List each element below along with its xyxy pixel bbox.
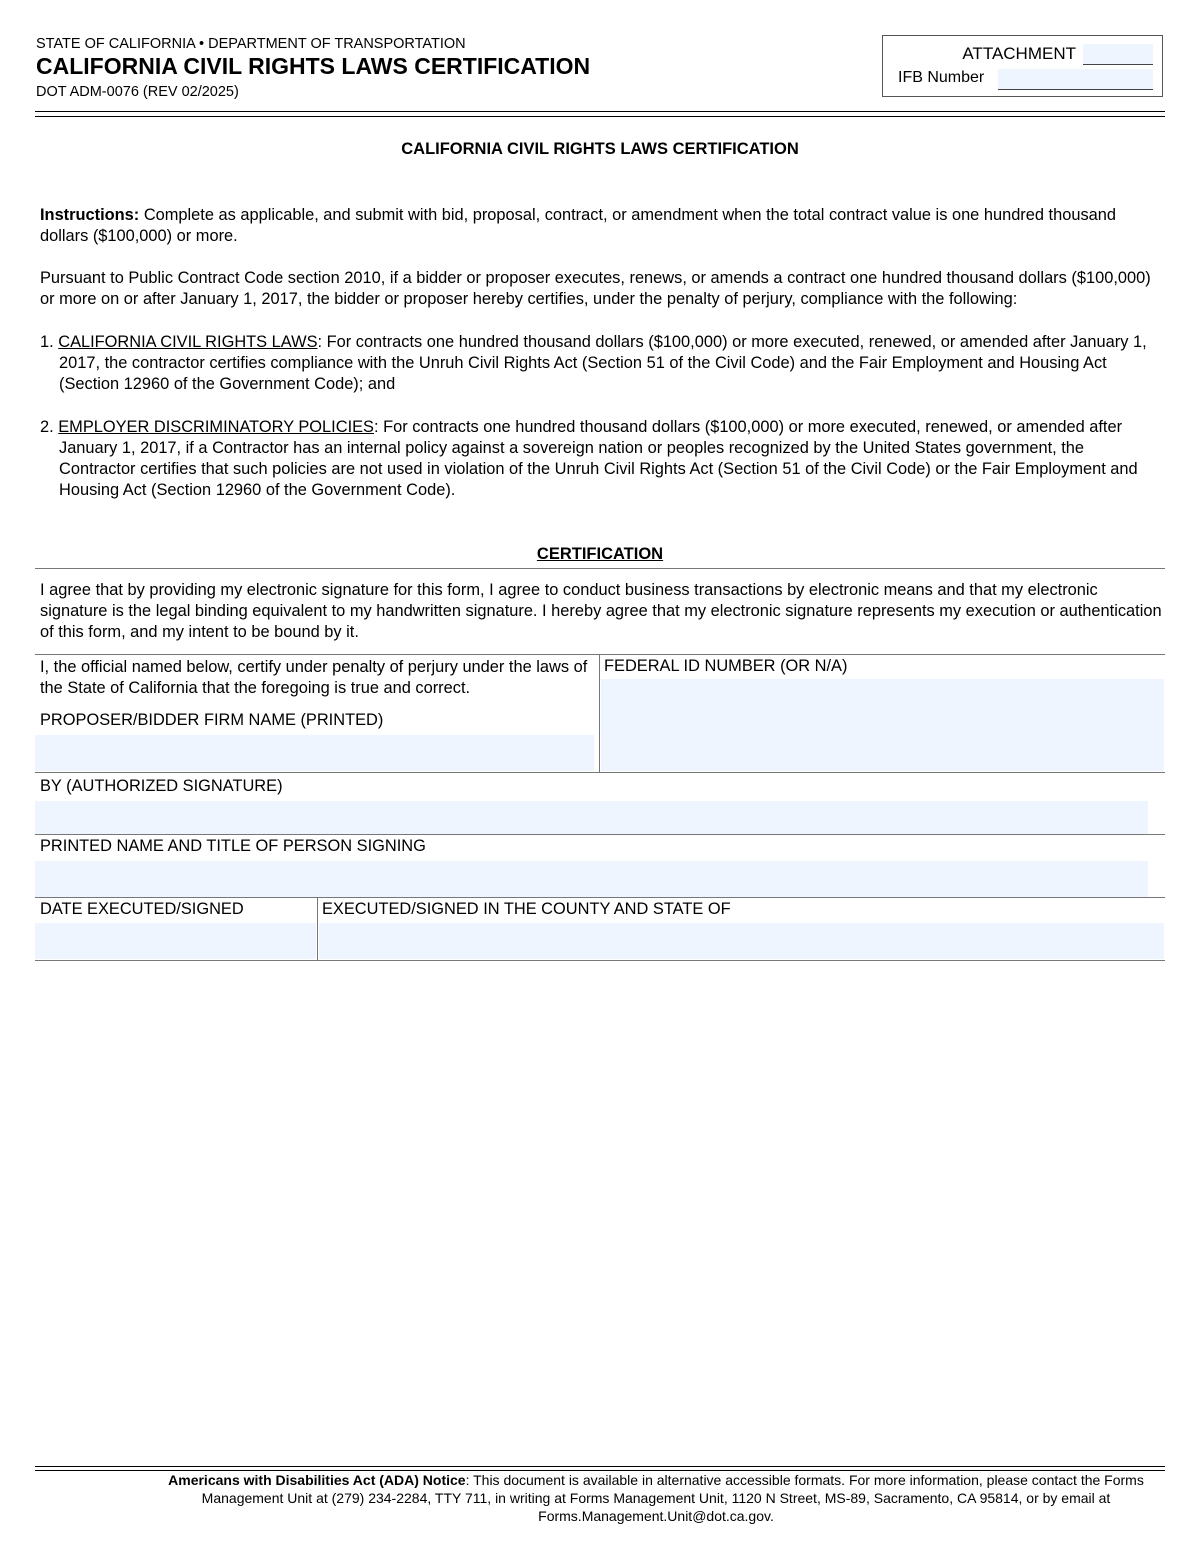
signature-label: BY (AUTHORIZED SIGNATURE) <box>40 777 283 795</box>
header-divider-bottom <box>35 116 1165 117</box>
table-bottom-border <box>35 960 1165 961</box>
ada-text: : This document is available in alternative accessible formats. For more information, please contact the Forms Management Unit at (279) 234-2284, TTY 711, in writing at Forms Management Unit, 1120 N Street, MS-89, Sacramento, CA 95814, or by email at Forms.Management.Unit@dot.ca.gov. <box>201 1472 1144 1524</box>
instructions-text: Complete as applicable, and submit with bid, proposal, contract, or amendment when the total contract value is one hundred thousand dollars ($100,000) or more. <box>40 206 1116 245</box>
form-title: CALIFORNIA CIVIL RIGHTS LAWS CERTIFICATION <box>36 53 591 79</box>
agency-line: STATE OF CALIFORNIA • DEPARTMENT OF TRANSPORTATION <box>36 36 466 52</box>
item-title: CALIFORNIA CIVIL RIGHTS LAWS <box>58 333 318 351</box>
ada-title: Americans with Disabilities Act (ADA) Notice <box>168 1472 466 1488</box>
attachment-field[interactable] <box>1083 44 1153 65</box>
attachment-box <box>882 35 1163 97</box>
page-heading: CALIFORNIA CIVIL RIGHTS LAWS CERTIFICATION <box>401 140 799 158</box>
item-text: : For contracts one hundred thousand dollars ($100,000) or more executed, renewed, or amended after January 1, 2017, the contractor certifies compliance with the Unruh Civil Rights Act (Section 51 of the Civil Code) and the Fair Employment and Housing Act (Section 12960 of the Government Code); and <box>59 333 1147 393</box>
federal-id-label: FEDERAL ID NUMBER (OR N/A) <box>604 657 848 675</box>
column-divider <box>599 655 600 772</box>
item-title: EMPLOYER DISCRIMINATORY POLICIES <box>58 418 374 436</box>
ada-notice <box>140 1471 1172 1525</box>
printed-name-label: PRINTED NAME AND TITLE OF PERSON SIGNING <box>40 837 426 855</box>
ifb-number-label: IFB Number <box>898 69 985 86</box>
list-item <box>40 417 1165 501</box>
certification-divider <box>35 568 1165 569</box>
agreement-paragraph: I agree that by providing my electronic signature for this form, I agree to conduct business transactions by electronic means and that my electronic signature is the legal binding equivalent to my handwritten signature. I hereby agree that my electronic signature represents my execution or authentication of this form, and my intent to be bound by it. <box>40 581 1162 641</box>
item-text: : For contracts one hundred thousand dollars ($100,000) or more executed, renewed, or amended after January 1, 2017, if a Contractor has an internal policy against a sovereign nation or peoples recognized by the United States government, the Contractor certifies that such policies are not used in violation of the Unruh Civil Rights Act (Section 51 of the Civil Code) or the Fair Employment and Housing Act (Section 12960 of the Government Code). <box>59 418 1138 499</box>
date-input[interactable] <box>35 923 316 959</box>
row-divider <box>35 897 1165 898</box>
firm-name-input[interactable] <box>35 735 594 771</box>
table-top-border <box>35 654 1165 655</box>
instructions-paragraph <box>40 205 1165 247</box>
list-item <box>40 332 1165 395</box>
pursuant-paragraph: Pursuant to Public Contract Code section 2010, if a bidder or proposer executes, renews, or amends a contract one hundred thousand dollars ($100,000) or more on or after January 1, 2017, the bidder or proposer hereby certifies, under the penalty of perjury, compliance with the following: <box>40 269 1151 308</box>
attachment-label: ATTACHMENT <box>962 44 1076 63</box>
county-label: EXECUTED/SIGNED IN THE COUNTY AND STATE OF <box>322 900 731 918</box>
county-input[interactable] <box>319 923 1164 959</box>
item-number: 1. <box>40 333 59 351</box>
official-statement: I, the official named below, certify under penalty of perjury under the laws of the State of California that the foregoing is true and correct. <box>40 658 588 697</box>
printed-name-input[interactable] <box>35 861 1148 897</box>
instructions-label: Instructions: <box>40 206 140 224</box>
column-divider <box>317 898 318 960</box>
certification-heading: CERTIFICATION <box>536 545 664 563</box>
signature-input[interactable] <box>35 801 1148 834</box>
form-number: DOT ADM-0076 (REV 02/2025) <box>36 84 239 100</box>
ifb-number-field[interactable] <box>998 69 1153 90</box>
firm-name-label: PROPOSER/BIDDER FIRM NAME (PRINTED) <box>40 711 384 729</box>
footer-divider-top <box>35 1466 1165 1467</box>
item-number: 2. <box>40 418 59 436</box>
date-label: DATE EXECUTED/SIGNED <box>40 900 244 918</box>
header-divider-top <box>35 111 1165 112</box>
row-divider <box>35 834 1165 835</box>
federal-id-input[interactable] <box>601 679 1164 771</box>
row-divider <box>35 772 1165 773</box>
